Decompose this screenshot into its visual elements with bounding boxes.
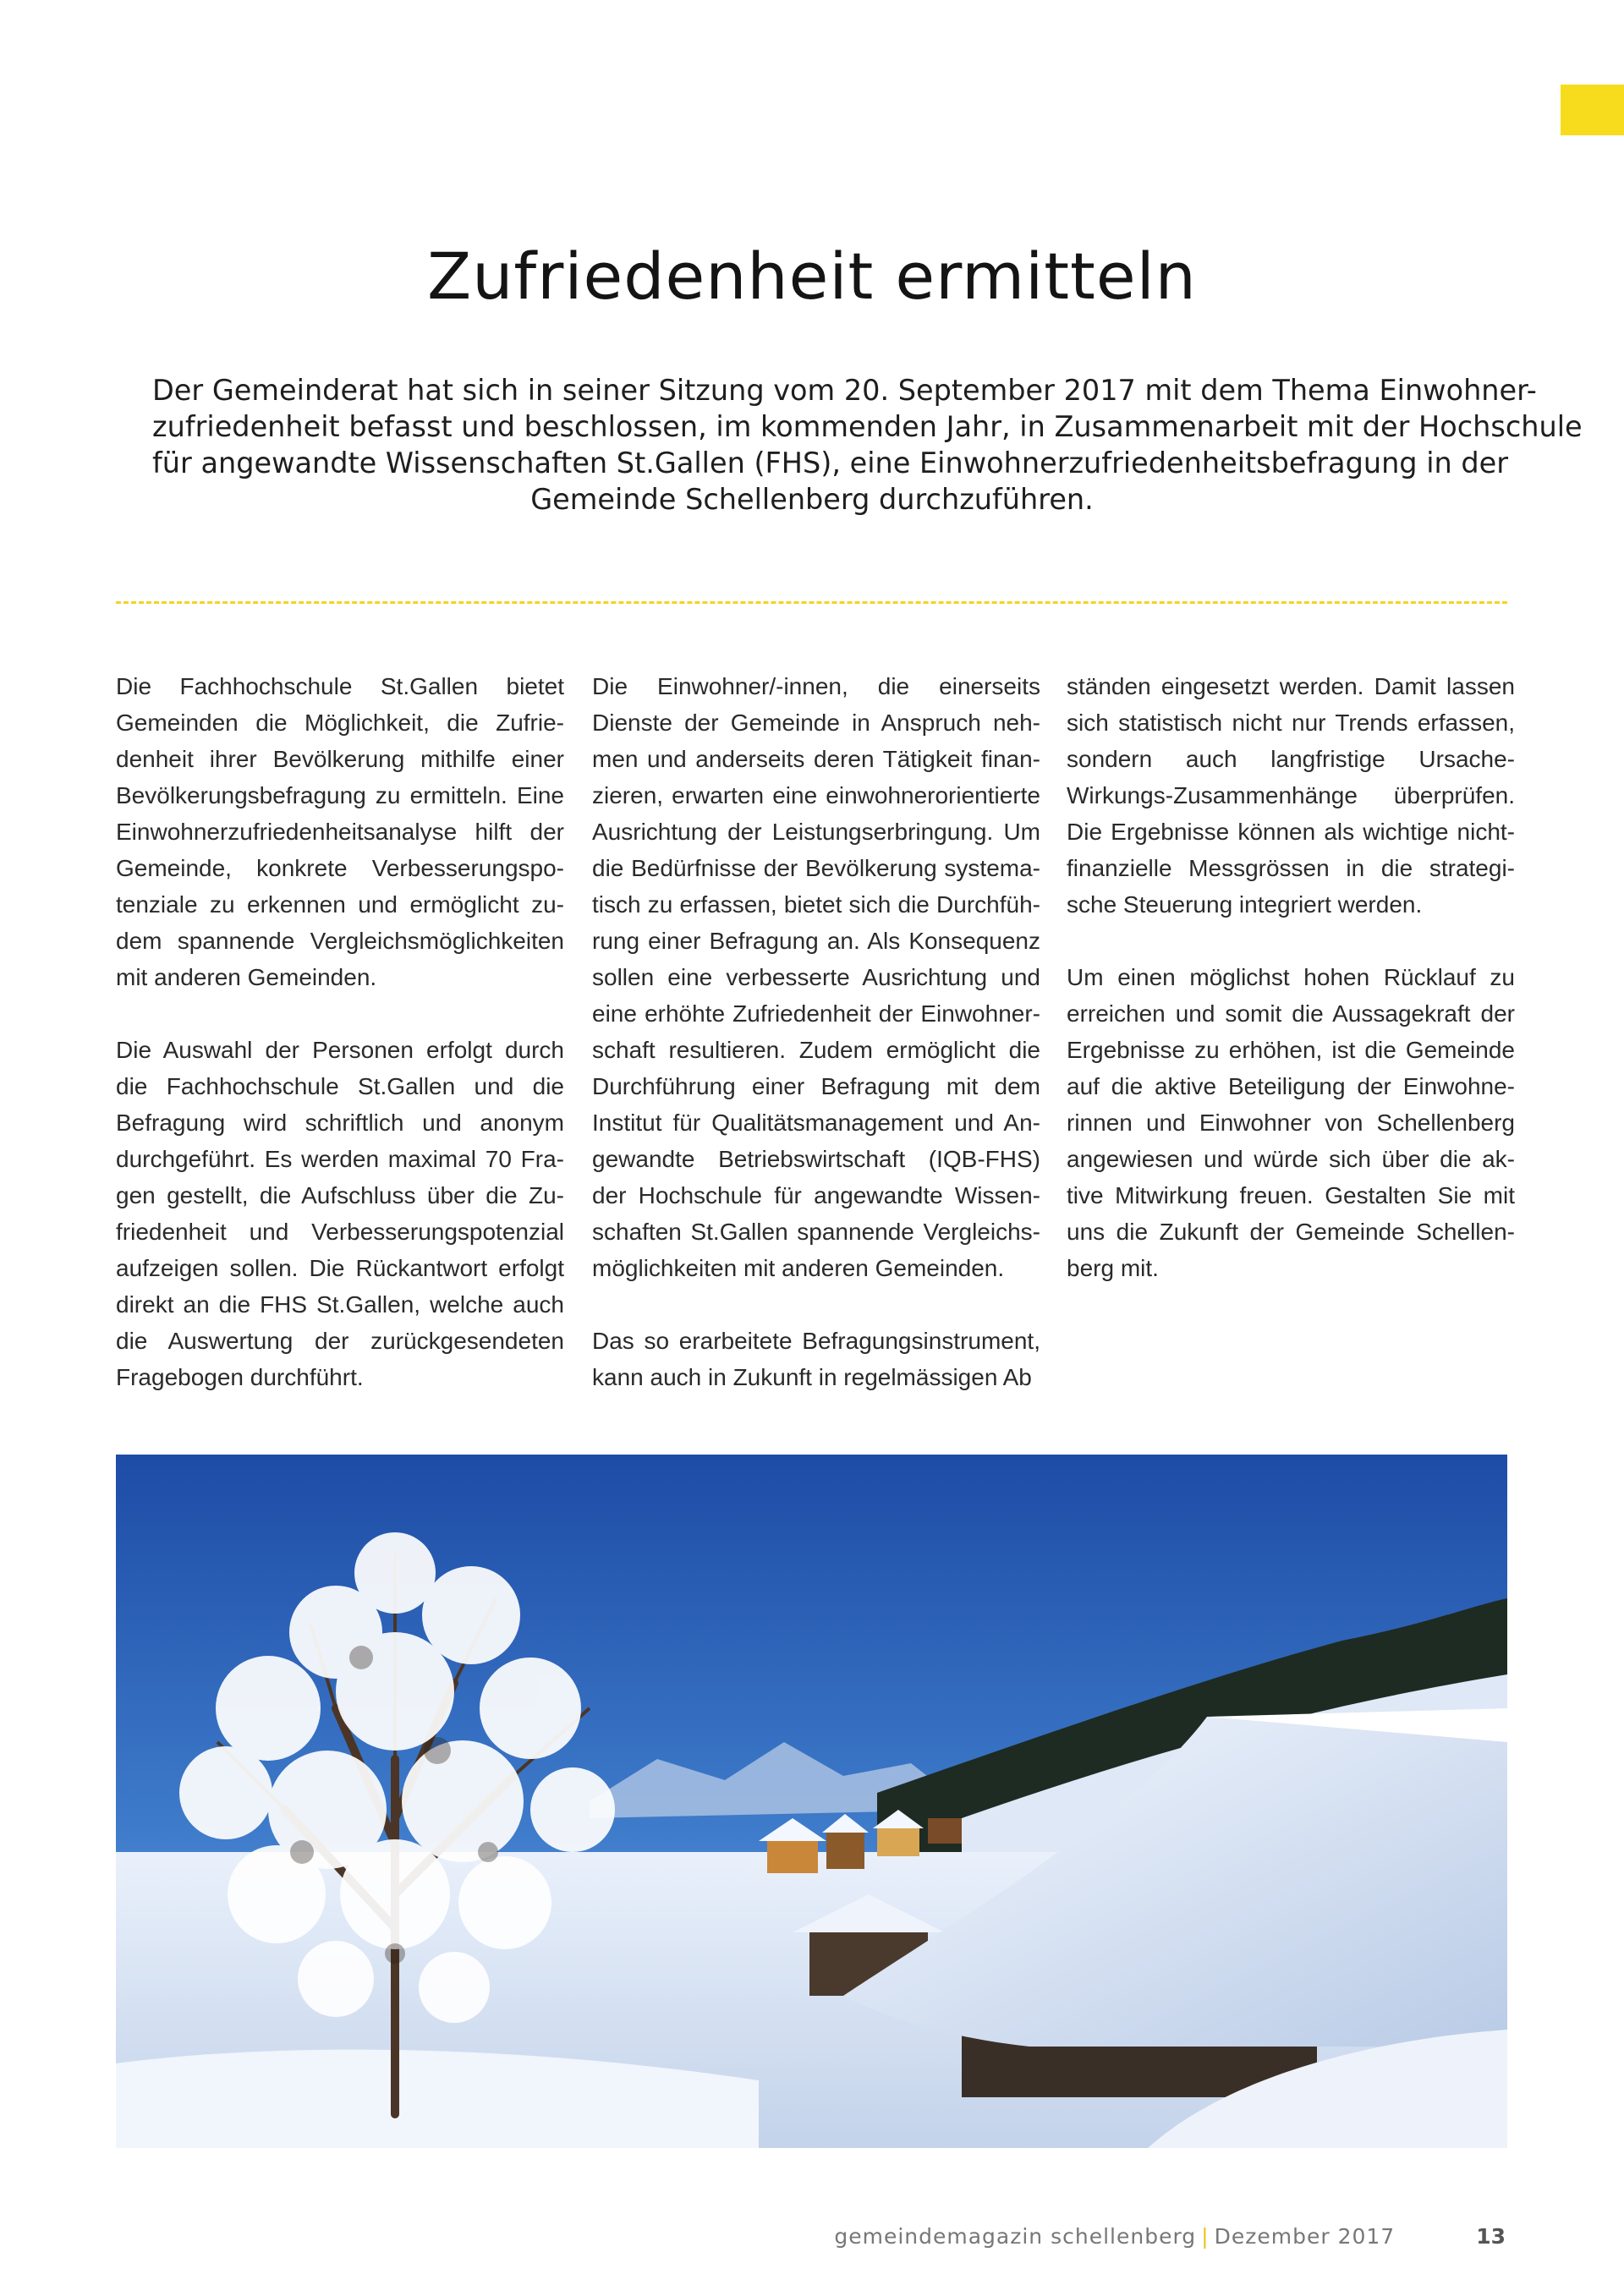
text-column-1 xyxy=(116,668,564,1395)
corner-accent-tab xyxy=(1561,85,1624,135)
footer-issue-date: Dezember 2017 xyxy=(1214,2224,1396,2249)
page-footer xyxy=(834,2224,1506,2249)
lead-line: für angewandte Wissenschaften St.Gallen (FHS), eine Einwohnerzufriedenheitsbefragung in der xyxy=(152,447,1509,479)
body-paragraph: Um einen möglichst hohen Rücklauf zu erreichen und somit die Aussagekraft der Ergebnisse zu erhöhen, ist die Gemeinde auf die aktive Beteiligung der Einwohnerinnen und Einwohner von Schellenberg angewiesen und würde sich über die aktive Mitwirkung freuen. Gestalten Sie mit uns die Zukunft der Gemeinde Schellenberg mit. xyxy=(1067,964,1515,1281)
body-paragraph: Die Auswahl der Personen erfolgt durch die Fachhochschule St.Gallen und die Befragung wird schriftlich und anonym durchgeführt. Es werden maximal 70 Fragen gestellt, die Aufschluss über die Zufriedenheit und Verbesserungspotenzial aufzeigen sollen. Die Rückantwort erfolgt direkt an die FHS St.Gallen, welche auch die Auswertung der zurückgesendeten Fragebogen durchführt. xyxy=(116,1037,564,1390)
lead-line: zufriedenheit befasst und beschlossen, im kommenden Jahr, in Zusammenarbeit mit der Hochschule xyxy=(152,410,1583,443)
body-paragraph: ständen eingesetzt werden. Damit lassen sich statistisch nicht nur Trends erfassen, sondern auch langfristige Ursache-Wirkungs-Zusammenhänge überprüfen. Die Ergebnisse können als wichtige nichtfinanzielle Messgrössen in die strategische Steuerung integriert werden. xyxy=(1067,673,1515,918)
body-paragraph: Die Einwohner/-innen, die einerseits Dienste der Gemeinde in Anspruch nehmen und anderseits deren Tätigkeit finanzieren, erwarten eine einwohnerorientierte Ausrichtung der Leistungserbringung. Um die Bedürfnisse der Bevölkerung systematisch zu erfassen, bietet sich die Durchführung einer Befragung an. Als Konsequenz sollen eine verbesserte Ausrichtung und eine erhöhte Zufriedenheit der Einwohnerschaft resultieren. Zudem ermöglicht die Durchführung einer Befragung mit dem Institut für Qualitätsmanagement und Angewandte Betriebswirtschaft (IQB-FHS) der Hochschule für angewandte Wissenschaften St.Gallen spannende Vergleichsmöglichkeiten mit anderen Gemeinden. xyxy=(592,673,1040,1281)
lead-paragraph xyxy=(152,372,1583,518)
lead-line: Der Gemeinderat hat sich in seiner Sitzung vom 20. September 2017 mit dem Thema Einwohner- xyxy=(152,374,1537,407)
footer-separator: | xyxy=(1201,2224,1210,2249)
text-column-2 xyxy=(592,668,1040,1395)
footer-magazine-name: gemeindemagazin schellenberg xyxy=(834,2224,1197,2249)
dashed-divider xyxy=(116,601,1507,604)
body-paragraph: Die Fachhochschule St.Gallen bietet Gemeinden die Möglichkeit, die Zufriedenheit ihrer Bevölkerung mithilfe einer Bevölkerungsbefragung zu ermitteln. Eine Einwohnerzufriedenheitsanalyse hilft der Gemeinde, konkrete Verbesserungspotenziale zu erkennen und ermöglicht zudem spannende Vergleichsmöglichkeiten mit anderen Gemeinden. xyxy=(116,673,564,990)
body-paragraph: Das so erarbeitete Befragungsinstrument, kann auch in Zukunft in regelmässigen Ab xyxy=(592,1328,1040,1390)
text-column-3 xyxy=(1067,668,1515,1286)
page-title: Zufriedenheit ermitteln xyxy=(427,238,1197,314)
winter-landscape-photo xyxy=(116,1455,1507,2148)
page-number: 13 xyxy=(1476,2224,1506,2249)
lead-line: Gemeinde Schellenberg durchzuführen. xyxy=(530,483,1094,516)
